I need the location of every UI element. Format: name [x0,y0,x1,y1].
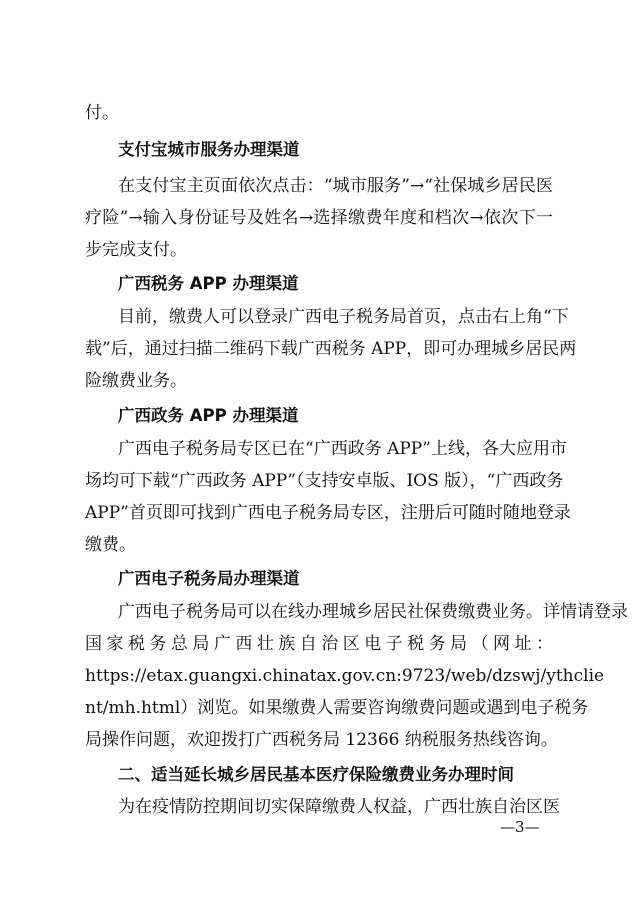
page-number: —3— [500,818,540,836]
paragraph-alipay-line-2: 疗险”→输入身份证号及姓名→选择缴费年度和档次→依次下一 [85,208,553,228]
paragraph-e-tax-url-line: https://etax.guangxi.chinatax.gov.cn:9723/web/dzswj/ythclie [85,666,605,686]
paragraph-continuation: 付。 [85,103,119,123]
paragraph-e-tax-line-1: 广西电子税务局可以在线办理城乡居民社保费缴费业务。详情请登录 [118,602,628,622]
paragraph-e-tax-line-2: 国家税务总局广西壮族自治区电子税务局（网址： [85,634,553,654]
section-heading-e-tax-bureau: 广西电子税务局办理渠道 [118,569,300,588]
section-heading-tax-app: 广西税务 APP 办理渠道 [118,274,299,293]
paragraph-alipay-line-1: 在支付宝主页面依次点击：“城市服务”→“社保城乡居民医 [118,176,553,196]
paragraph-gov-app-line-3: APP”首页即可找到广西电子税务局专区，注册后可随时随地登录 [85,503,571,523]
paragraph-tax-app-line-2: 载”后，通过扫描二维码下载广西税务 APP，即可办理城乡居民两 [85,339,577,359]
paragraph-alipay-line-3: 步完成支付。 [85,240,187,260]
paragraph-tax-app-line-1: 目前，缴费人可以登录广西电子税务局首页，点击右上角“下 [118,307,569,327]
section-heading-gov-app: 广西政务 APP 办理渠道 [118,406,299,425]
paragraph-gov-app-line-2: 场均可下载“广西政务 APP”（支持安卓版、IOS 版），“广西政务 [85,471,564,491]
paragraph-gov-app-line-1: 广西电子税务局专区已在“广西政务 APP”上线，各大应用市 [118,439,567,459]
paragraph-epidemic-line-1: 为在疫情防控期间切实保障缴费人权益，广西壮族自治区医 [118,797,560,817]
paragraph-gov-app-line-4: 缴费。 [85,535,136,555]
paragraph-e-tax-line-4: nt/mh.html）浏览。如果缴费人需要咨询缴费问题或遇到电子税务 [85,698,589,718]
section-heading-extend-payment-time: 二、适当延长城乡居民基本医疗保险缴费业务办理时间 [118,765,514,784]
paragraph-e-tax-line-5: 局操作问题，欢迎拨打广西税务局 12366 纳税服务热线咨询。 [85,730,558,750]
paragraph-tax-app-line-3: 险缴费业务。 [85,371,187,391]
section-heading-alipay: 支付宝城市服务办理渠道 [118,140,300,159]
